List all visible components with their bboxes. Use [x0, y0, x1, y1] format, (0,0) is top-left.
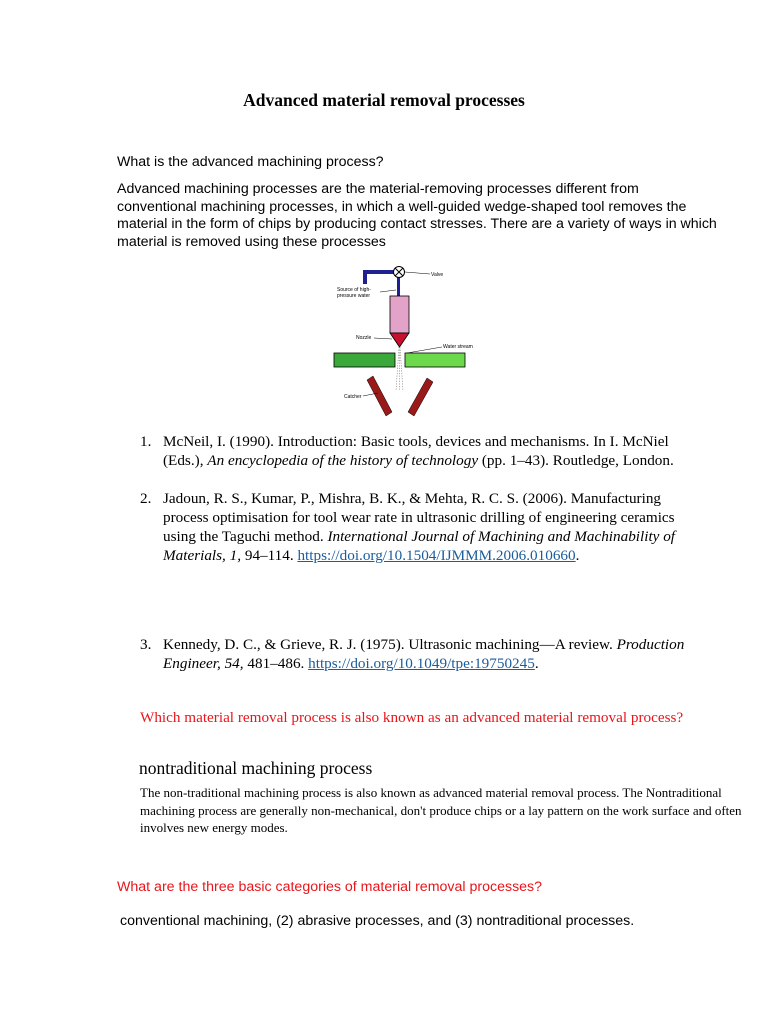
reference-text: Jadoun, R. S., Kumar, P., Mishra, B. K., & Mehta, R. C. S. (2006). Manufacturing process optimisation for tool wear rate in ultrasonic drilling of engineering ceramics using the Taguchi method. — [163, 490, 675, 545]
reference-italic: An encyclopedia of the history of technology — [207, 452, 479, 469]
question-1: What is the advanced machining process? — [117, 154, 384, 170]
supply-pipe-down — [397, 277, 400, 296]
reference-text: McNeil, I. (1990). Introduction: Basic tools, devices and mechanisms. In I. McNiel (Eds.), — [163, 433, 669, 469]
valve-label: Valve — [431, 272, 444, 278]
source-label: Source of high-pressure water — [337, 287, 371, 299]
reference-2 — [140, 489, 710, 565]
reference-italic: International Journal of Machining and Machinability of Materials, 1, — [163, 528, 676, 564]
source-label-wrap — [337, 287, 385, 303]
question-3: What are the three basic categories of material removal processes? — [117, 879, 543, 895]
answer-2-text: The non-traditional machining process is also known as advanced material removal process. The Nontraditional machining process are generally non-mechanical, don't produce chips or a lay pattern on the work surface and often involves new energy modes. — [140, 785, 742, 835]
reference-text-after: 481–486. — [243, 655, 309, 672]
reference-body — [163, 635, 710, 673]
reference-end: . — [534, 655, 539, 672]
workpiece-left — [334, 353, 395, 367]
answer-3: conventional machining, (2) abrasive processes, and (3) nontraditional processes. — [120, 913, 635, 929]
catcher-label: Catcher — [344, 394, 362, 400]
catcher-right — [408, 378, 433, 416]
water-stream — [396, 347, 403, 391]
reference-1 — [140, 432, 710, 470]
valve-icon — [394, 267, 405, 278]
reference-text-after: (pp. 1–43). Routledge, London. — [478, 452, 674, 469]
doi-link[interactable]: https://doi.org/10.1049/tpe:19750245 — [308, 655, 535, 672]
intro-paragraph: Advanced machining processes are the material-removing processes different from conventional machining processes, in which a well-guided wedge-shaped tool removes the material in the form of chips by producing contact stresses. There are a variety of ways in which material is removed using these processes — [117, 181, 717, 250]
nozzle-label: Nozzle — [356, 335, 372, 341]
reference-end: . — [575, 547, 580, 564]
reference-text: Kennedy, D. C., & Grieve, R. J. (1975). Ultrasonic machining—A review. — [163, 636, 617, 653]
reference-number: 3. — [140, 636, 152, 653]
reference-text-after: 94–114. — [241, 547, 298, 564]
page-title: Advanced material removal processes — [243, 90, 525, 110]
reference-italic: Production Engineer, 54, — [163, 636, 685, 672]
nozzle-tip — [390, 333, 409, 347]
water-stream-label: Water stream — [443, 344, 473, 350]
reference-body — [163, 489, 710, 565]
waterjet-diagram — [330, 263, 480, 418]
reference-number: 1. — [140, 433, 152, 450]
reference-3 — [140, 635, 710, 673]
workpiece-right — [405, 353, 465, 367]
question-2: Which material removal process is also known as an advanced material removal process? — [140, 709, 684, 726]
supply-pipe-horizontal — [363, 270, 396, 274]
doi-link[interactable]: https://doi.org/10.1504/IJMMM.2006.010660 — [297, 547, 576, 564]
catcher-left — [367, 376, 392, 416]
reference-number: 2. — [140, 490, 152, 507]
reference-body — [163, 432, 710, 470]
answer-2-heading: nontraditional machining process — [139, 758, 373, 778]
nozzle-body — [390, 296, 409, 333]
